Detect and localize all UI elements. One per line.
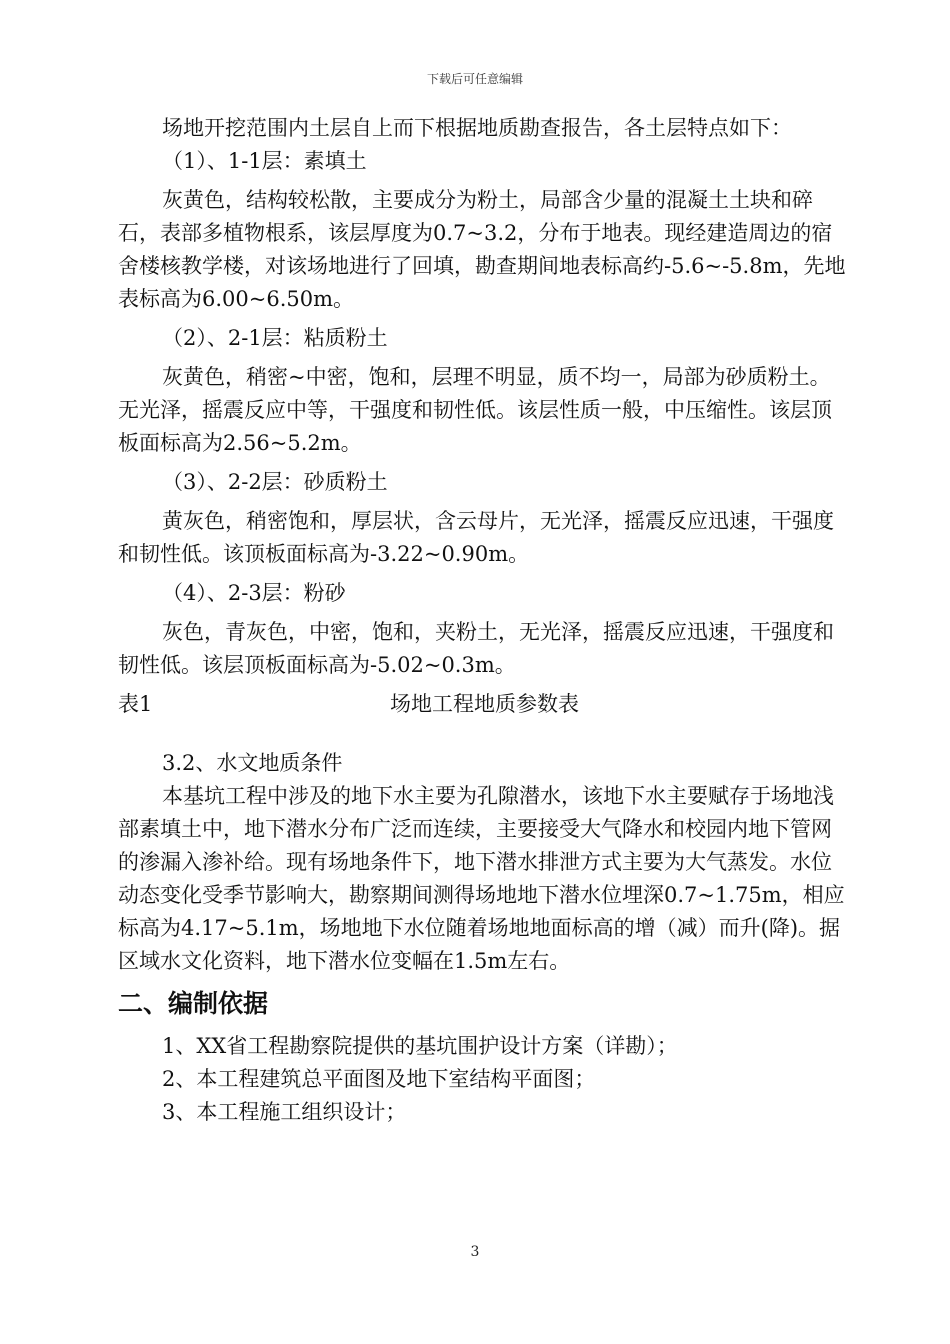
page-number: 3 — [470, 1244, 480, 1260]
basis-item-1: 1、XX省工程勘察院提供的基坑围护设计方案（详勘）； — [162, 1034, 678, 1058]
layer-1-title: （1）、1-1层：素填土 — [162, 149, 367, 173]
layer-4-title: （4）、2-3层：粉砂 — [162, 581, 346, 605]
section-2-title: 二、编制依据 — [118, 989, 269, 1018]
layer-3-title: （3）、2-2层：砂质粉土 — [162, 470, 388, 494]
page-header: 下载后可任意编辑 — [426, 72, 523, 86]
hydro-paragraph: 本基坑工程中涉及的地下水主要为孔隙潜水，该地下水主要赋存于场地浅部素填土中，地下潜水分布广泛而连续，主要接受大气降水和校园内地下管网的渗漏入渗补给。现有场地条件下，地下潜水排泄方式主要为大气蒸发。水位动态变化受季节影响大，勘察期间测得场地地下潜水位埋深0.7~1.75m，相应标高为4.17~5.1m，场地地下水位随着场地地面标高的增（减）而升(降)。据区域水文化资料，地下潜水位变幅在1.5m左右。 — [118, 784, 845, 973]
basis-item-3: 3、本工程施工组织设计； — [162, 1100, 407, 1124]
hydro-heading: 3.2、水文地质条件 — [162, 751, 343, 775]
intro-paragraph: 场地开挖范围内土层自上而下根据地质勘查报告，各土层特点如下： — [162, 116, 792, 140]
table-caption — [118, 688, 848, 721]
table-title: 场地工程地质参数表 — [390, 692, 579, 716]
basis-item-2: 2、本工程建筑总平面图及地下室结构平面图； — [162, 1067, 596, 1091]
layer-1-desc: 灰黄色，结构较松散，主要成分为粉土，局部含少量的混凝土土块和碎石，表部多植物根系，该层厚度为0.7~3.2，分布于地表。现经建造周边的宿舍楼核教学楼，对该场地进行了回填，勘查期间地表标高约-5.6~-5.8m，先地表标高为6.00~6.50m。 — [118, 188, 846, 311]
document-body — [118, 112, 848, 1129]
layer-3-desc: 黄灰色，稍密饱和，厚层状，含云母片，无光泽，摇震反应迅速，干强度和韧性低。该顶板面标高为-3.22~0.90m。 — [118, 509, 834, 566]
layer-2-title: （2）、2-1层：粘质粉土 — [162, 326, 388, 350]
layer-4-desc: 灰色，青灰色，中密，饱和，夹粉土，无光泽，摇震反应迅速，干强度和韧性低。该层顶板面标高为-5.02~0.3m。 — [118, 620, 834, 677]
layer-2-desc: 灰黄色，稍密~中密，饱和，层理不明显，质不均一，局部为砂质粉土。无光泽，摇震反应中等，干强度和韧性低。该层性质一般，中压缩性。该层顶板面标高为2.56~5.2m。 — [118, 365, 832, 455]
table-number: 表1 — [118, 692, 153, 716]
